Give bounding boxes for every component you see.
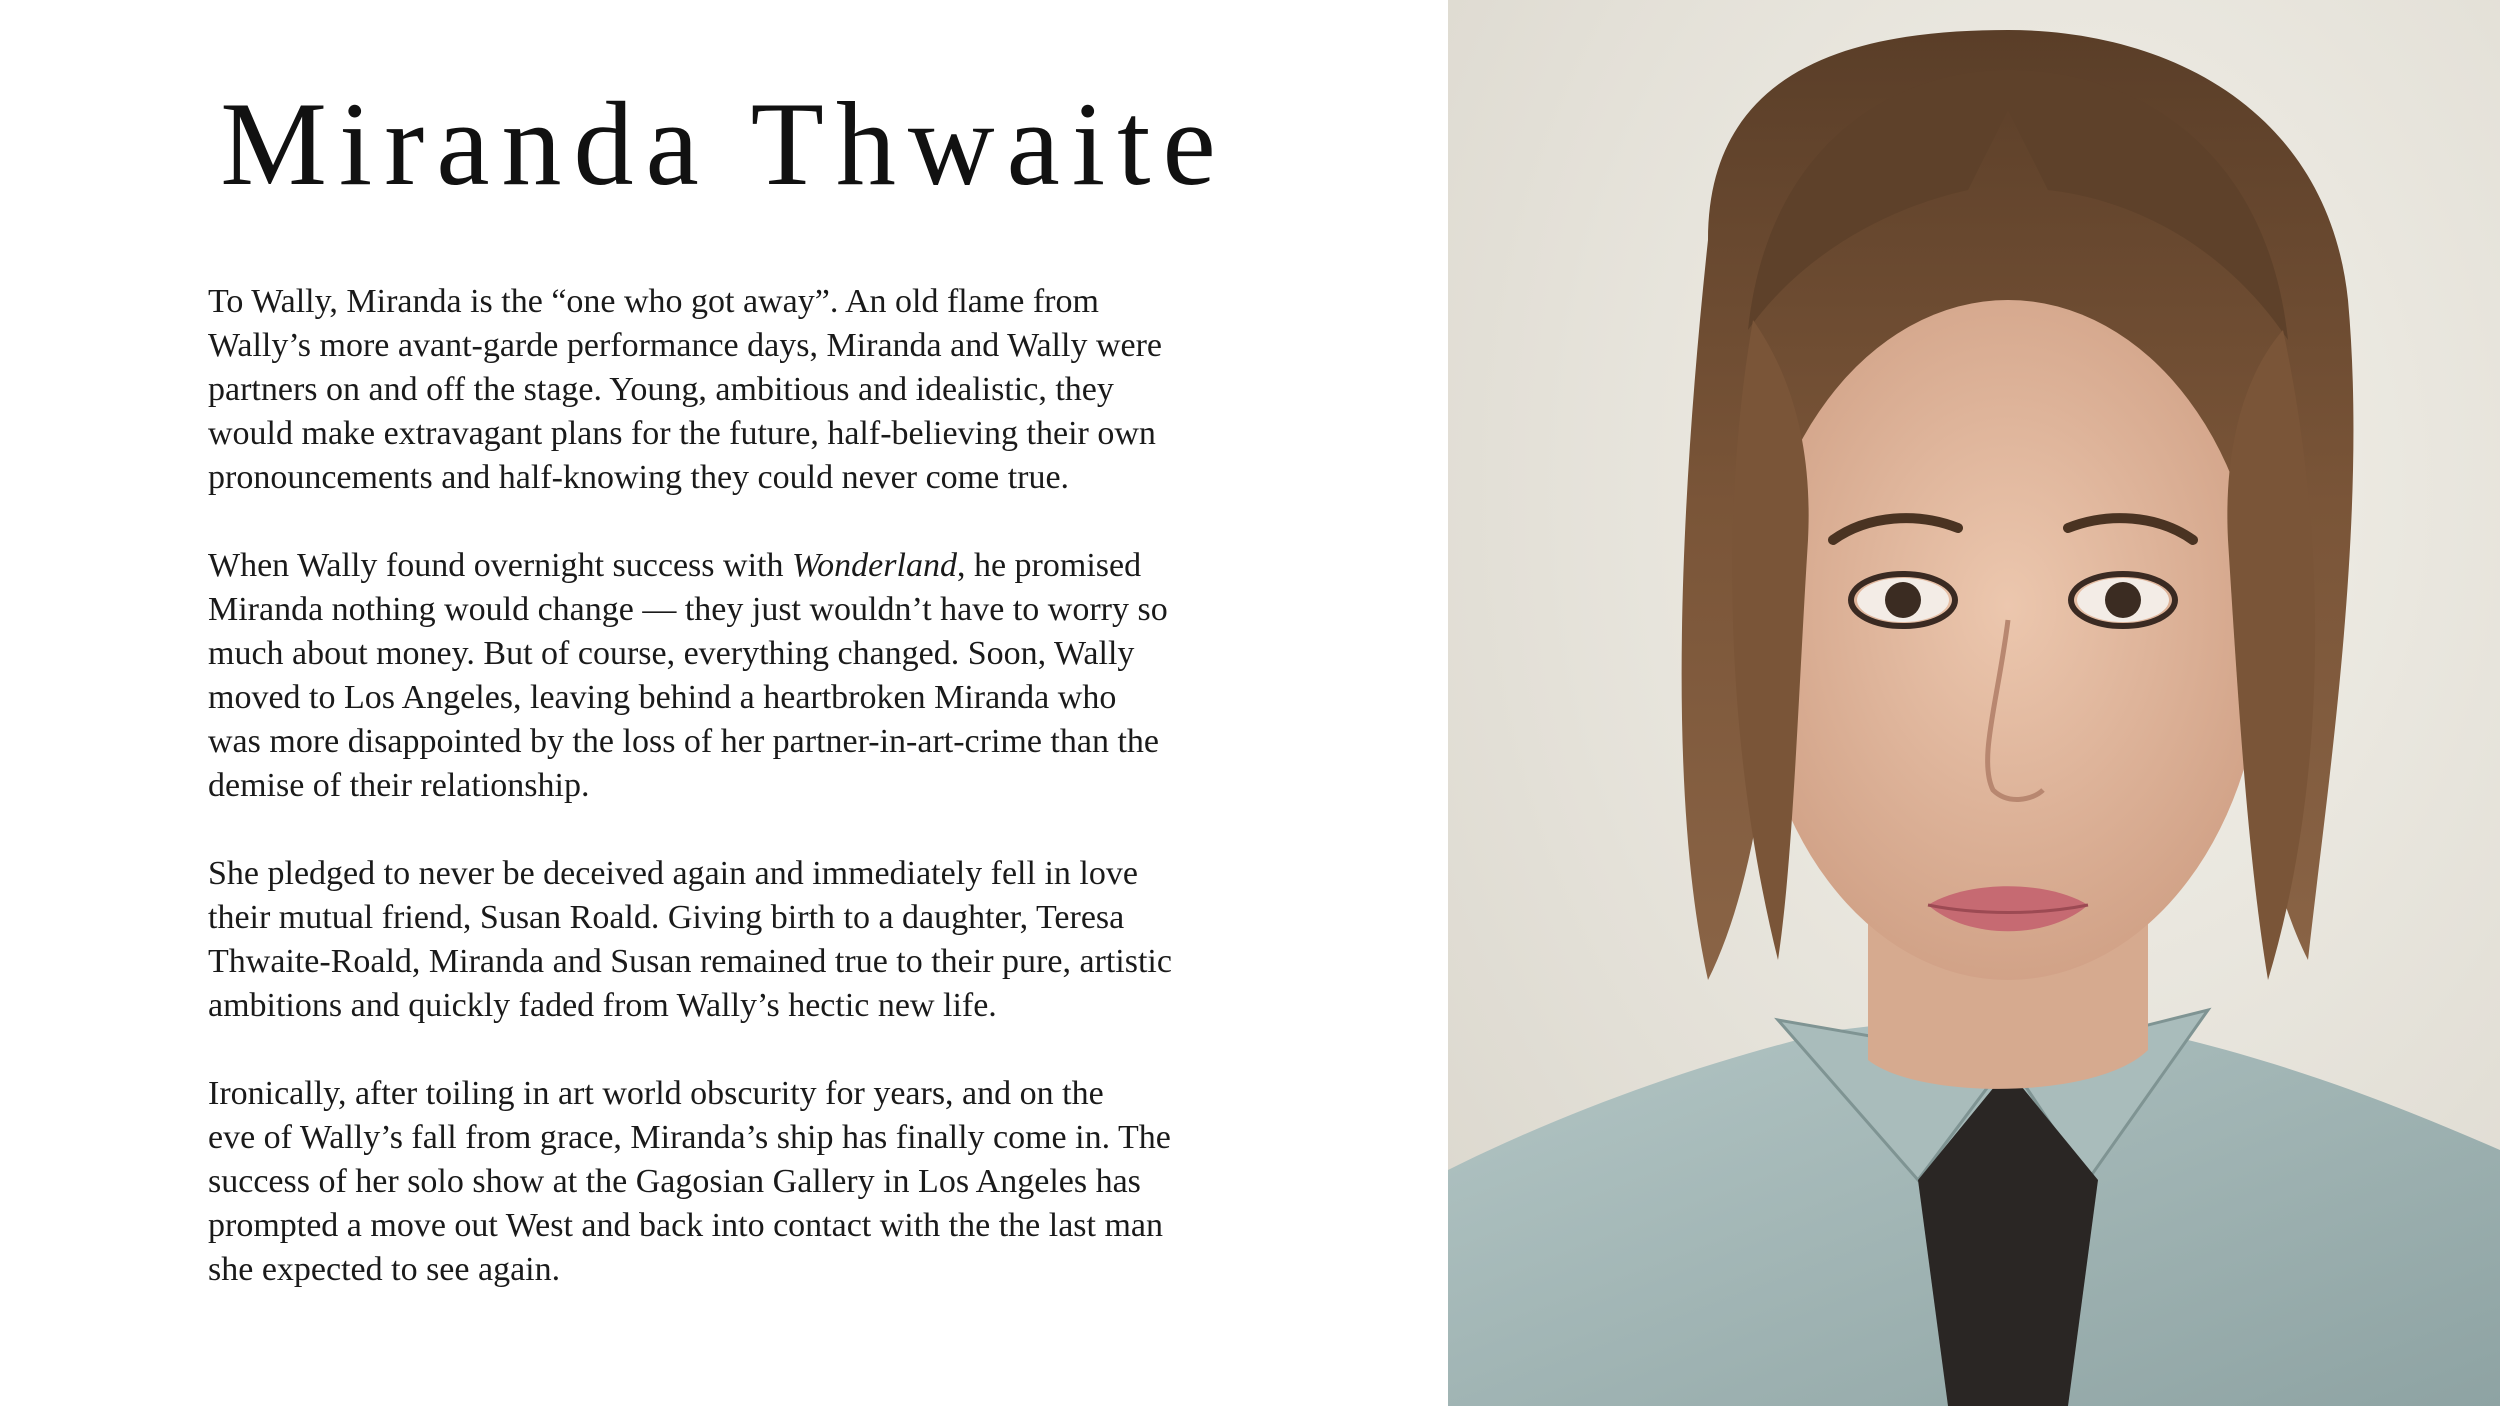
portrait-illustration	[1448, 0, 2500, 1406]
bio-paragraph-2-start: When Wally found overnight success with	[208, 547, 792, 584]
portrait-photo	[1448, 0, 2500, 1406]
bio-paragraph-2	[208, 544, 1248, 808]
bio-paragraph-4: Ironically, after toiling in art world obscurity for years, and on the eve of Wally’s fall from grace, Miranda’s ship has finally come in. The success of her solo show at the Gagosian Gallery in Los Angeles has prompted a move out West and back into contact with the the last man she expected to see again.	[208, 1075, 1171, 1288]
face	[1753, 300, 2263, 980]
bio-paragraph-1: To Wally, Miranda is the “one who got away”. An old flame from Wally’s more avant-garde performance days, Miranda and Wally were partners on and off the stage. Young, ambitious and idealistic, they would make extravagant plans for the future, half-believing their own pronouncements and half-knowing they could never come true.	[208, 283, 1163, 496]
bio-paragraph-2-rest: , he promised Miranda nothing would change — they just wouldn’t have to worry so much about money. But of course, everything changed. Soon, Wally moved to Los Angeles, leaving behind a heartbroken Miranda who was more disappointed by the loss of her partner-in-art-crime than the demise of their relationship.	[208, 547, 1168, 804]
page-title: Miranda Thwaite	[220, 77, 1228, 210]
character-bio	[208, 280, 1248, 1292]
wonderland-title: Wonderland	[791, 547, 957, 584]
bio-paragraph-3: She pledged to never be deceived again and immediately fell in love their mutual friend, Susan Roald. Giving birth to a daughter, Teresa Thwaite-Roald, Miranda and Susan remained true to their pure, artistic ambitions and quickly faded from Wally’s hectic new life.	[208, 855, 1172, 1024]
